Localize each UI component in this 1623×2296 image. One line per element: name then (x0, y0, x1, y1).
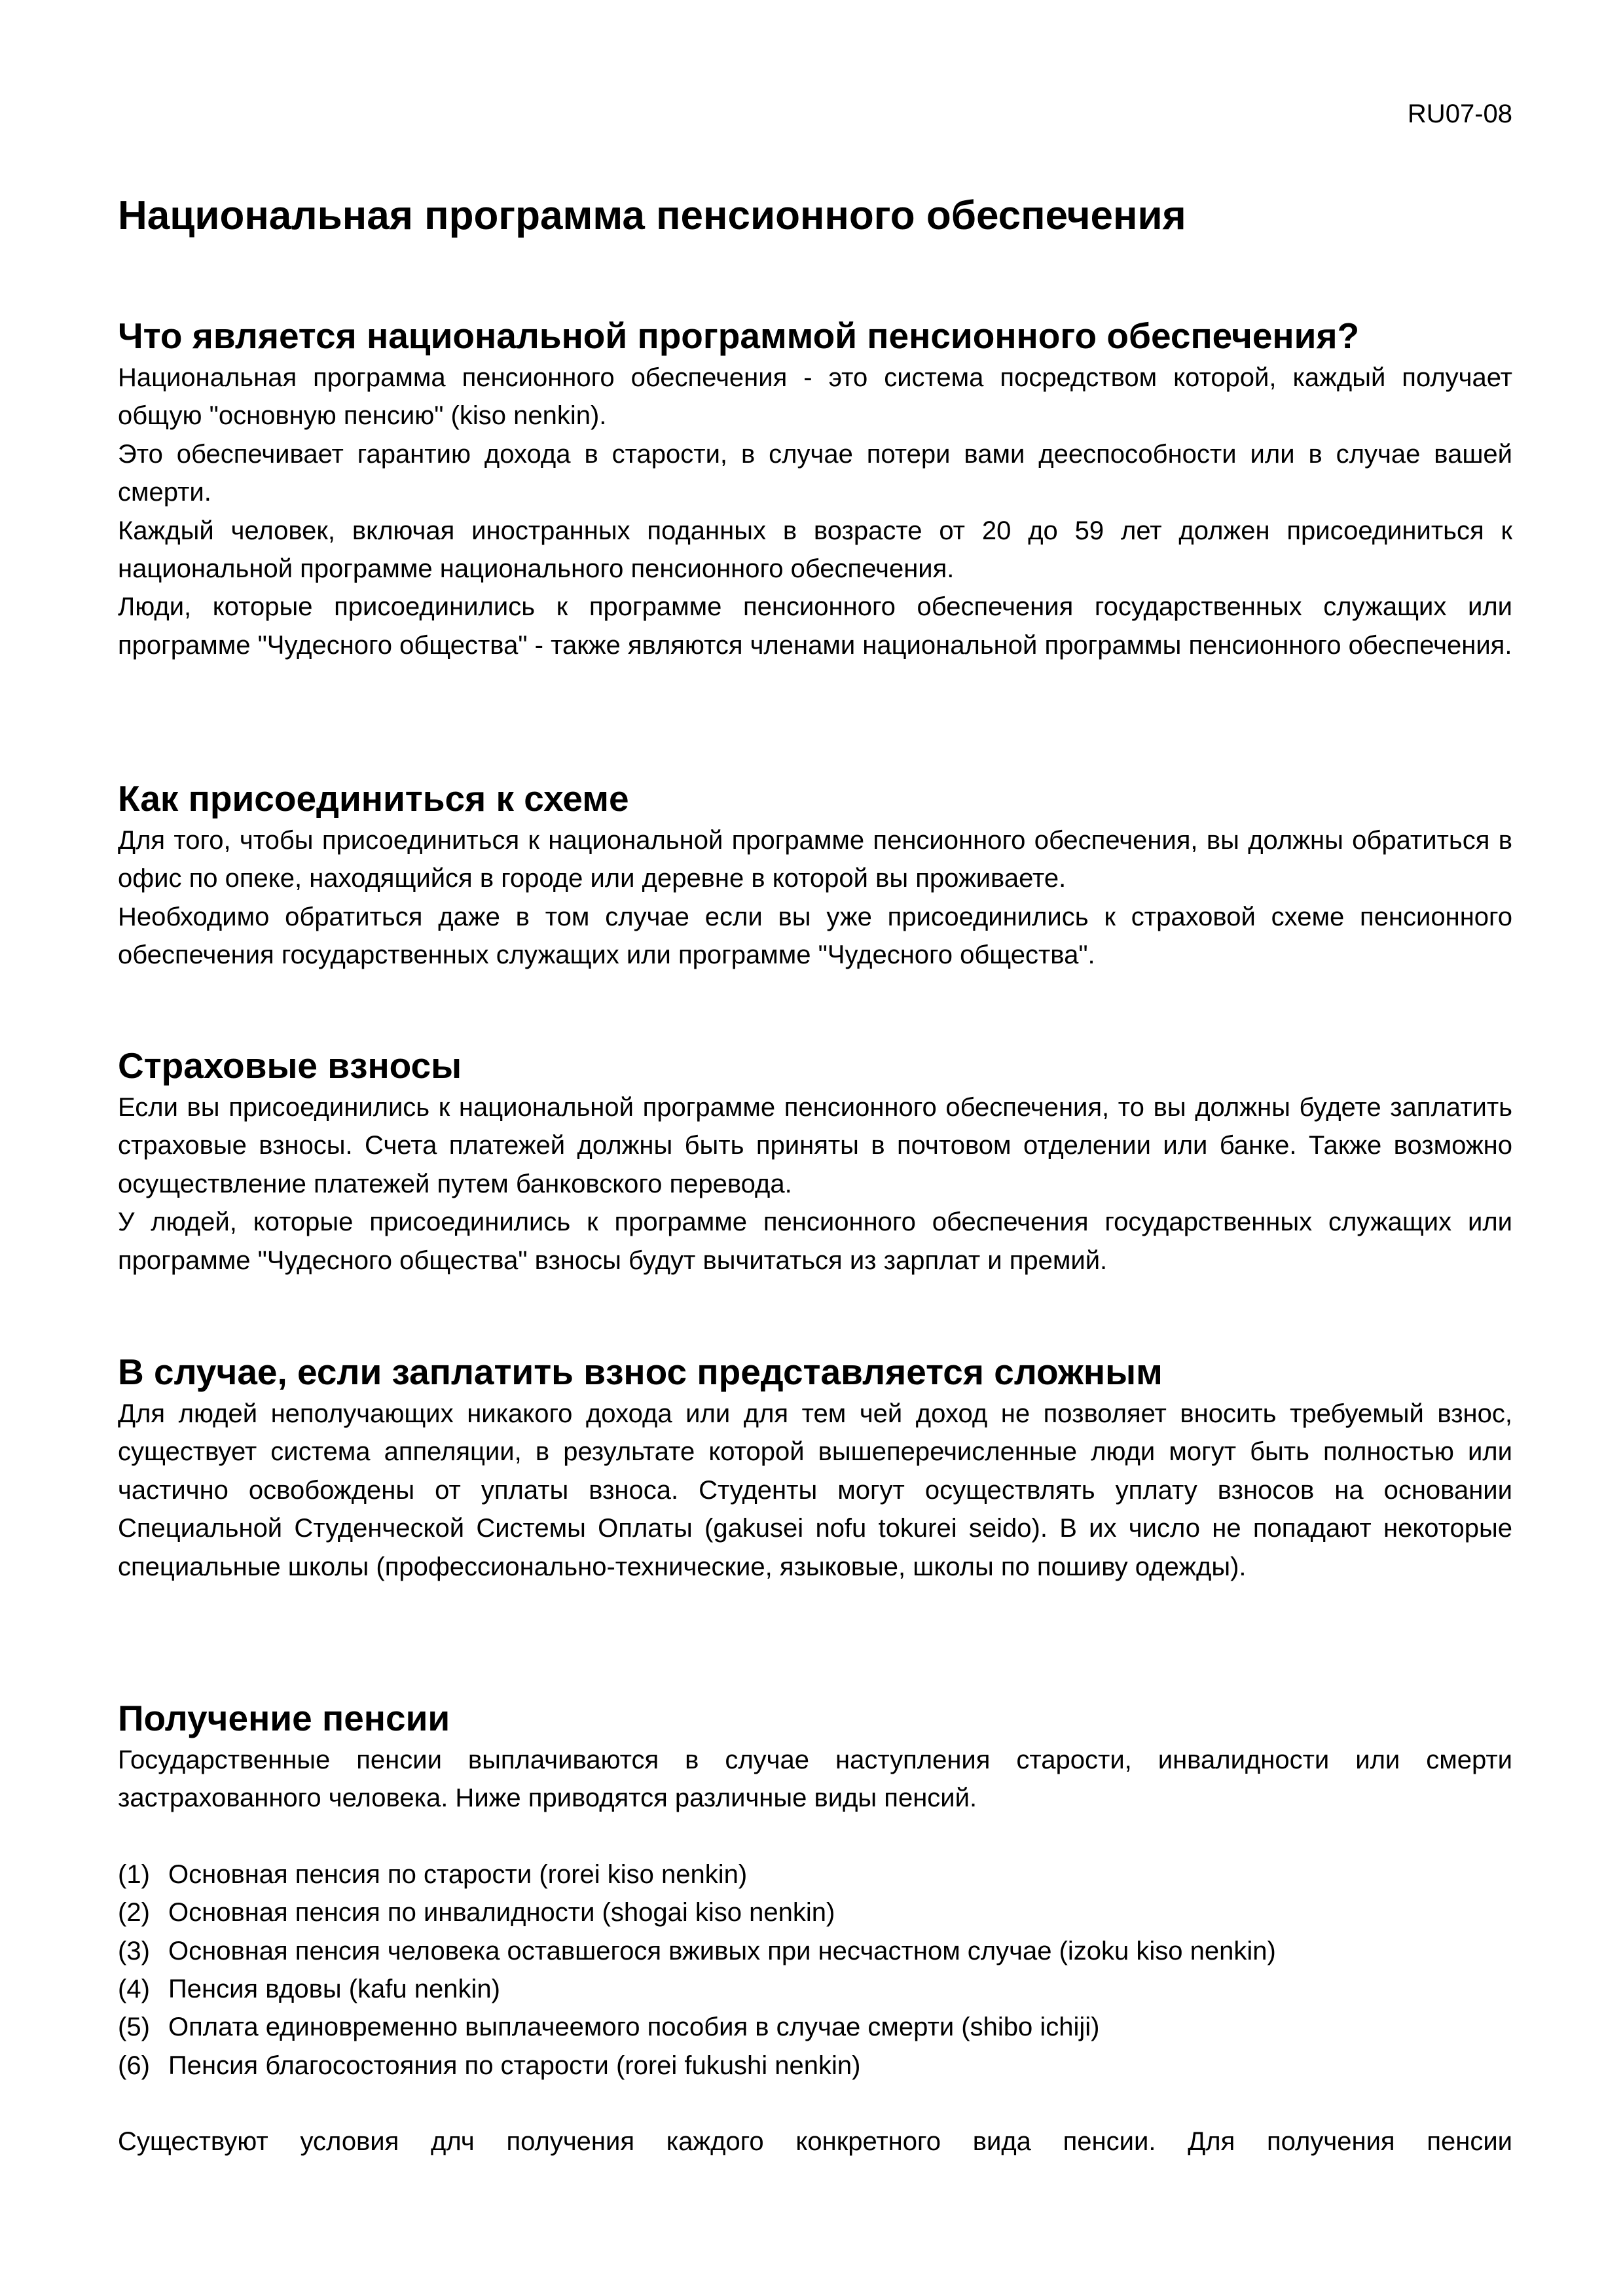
paragraph: Необходимо обратиться даже в том случае если вы уже присоединились к страховой схеме пенсионного обеспечения государственных служащих или программе "Чудесного общества". (118, 902, 1512, 970)
list-item-number: (3) (118, 1936, 150, 1965)
paragraph: Государственные пенсии выплачиваются в случае наступления старости, инвалидности или смерти застрахованного человека. Ниже приводятся различные виды пенсий. (118, 1746, 1512, 1813)
list-item-text: Основная пенсия по инвалидности (shogai kiso nenkin) (168, 1898, 835, 1928)
section-insurance-contributions (118, 1043, 1512, 1280)
page-title: Национальная программа пенсионного обеспечения (118, 193, 1186, 238)
list-item-number: (5) (118, 2013, 150, 2042)
paragraph: У людей, которые присоединились к программе пенсионного обеспечения государственных служащих или программе "Чудесного общества" взносы будут вычитаться из зарплат и премий. (118, 1208, 1512, 1275)
list-item-text: Основная пенсия человека оставшегося вживых при несчастном случае (izoku kiso nenkin) (168, 1936, 1276, 1965)
list-item (118, 1970, 1512, 2008)
list-item (118, 1932, 1512, 1970)
list-item-number: (2) (118, 1898, 150, 1928)
list-item-text: Пенсия вдовы (kafu nenkin) (168, 1975, 500, 2004)
paragraph: Это обеспечивает гарантию дохода в старости, в случае потери вами дееспособности или в случае вашей смерти. (118, 439, 1512, 507)
paragraph: Каждый человек, включая иностранных поданных в возрасте от 20 до 59 лет должен присоединиться к национальной программе национального пенсионного обеспечения. (118, 516, 1512, 584)
paragraph: Люди, которые присоединились к программе пенсионного обеспечения государственных служащих или программе "Чудесного общества" - также являются членами национальной программы пенсионного обеспечения. (118, 592, 1512, 660)
list-item (118, 1856, 1512, 1893)
section-what-is-program (118, 313, 1512, 664)
list-item (118, 2008, 1512, 2046)
list-item-text: Пенсия благосостояния по старости (rorei fukushi nenkin) (168, 2051, 861, 2080)
section-heading: Что является национальной программой пенсионного обеспечения? (118, 315, 1360, 356)
paragraph: Существуют условия длч получения каждого конкретного вида пенсии. Для получения пенсии (118, 2127, 1512, 2157)
list-item-number: (1) (118, 1859, 150, 1889)
section-payment-difficulty (118, 1349, 1512, 1586)
paragraph: Для людей неполучающих никакого дохода или для тем чей доход не позволяет вносить требуемый взнос, существует система аппеляции, в результате которой вышеперечисленные люди могут быть полностью или частично освобождены от уплаты взноса. Студенты могут осуществлять уплату взносов на основании Специальной Студенческой Системы Оплаты (gakusei nofu tokurei seido). В их число не попадают некоторые специальные школы (профессионально-технические, языковые, школы по пошиву одежды). (118, 1399, 1512, 1581)
section-heading: Получение пенсии (118, 1698, 450, 1738)
document-code: RU07-08 (1407, 99, 1512, 128)
pension-types-list (118, 1856, 1512, 2085)
list-item-text: Основная пенсия по старости (rorei kiso nenkin) (168, 1859, 748, 1889)
list-item-number: (6) (118, 2051, 150, 2080)
section-heading: В случае, если заплатить взнос представляется сложным (118, 1352, 1163, 1392)
paragraph: Для того, чтобы присоединиться к национальной программе пенсионного обеспечения, вы должны обратиться в офис по опеке, находящийся в городе или деревне в которой вы проживаете. (118, 826, 1512, 893)
section-receiving-pension (118, 1695, 1512, 2161)
list-item-text: Оплата единовременно выплачеемого пособия в случае смерти (shibo ichiji) (168, 2013, 1100, 2042)
paragraph: Если вы присоединились к национальной программе пенсионного обеспечения, то вы должны будете заплатить страховые взносы. Счета платежей должны быть приняты в почтовом отделении или банке. Также возможно осуществление платежей путем банковского перевода. (118, 1093, 1512, 1198)
paragraph: Национальная программа пенсионного обеспечения - это система посредством которой, каждый получает общую "основную пенсию" (kiso nenkin). (118, 363, 1512, 431)
section-heading: Как присоединиться к схеме (118, 778, 629, 819)
list-item-number: (4) (118, 1975, 150, 2004)
section-heading: Страховые взносы (118, 1045, 462, 1086)
section-how-to-join (118, 776, 1512, 975)
list-item (118, 2047, 1512, 2085)
list-item (118, 1893, 1512, 1931)
